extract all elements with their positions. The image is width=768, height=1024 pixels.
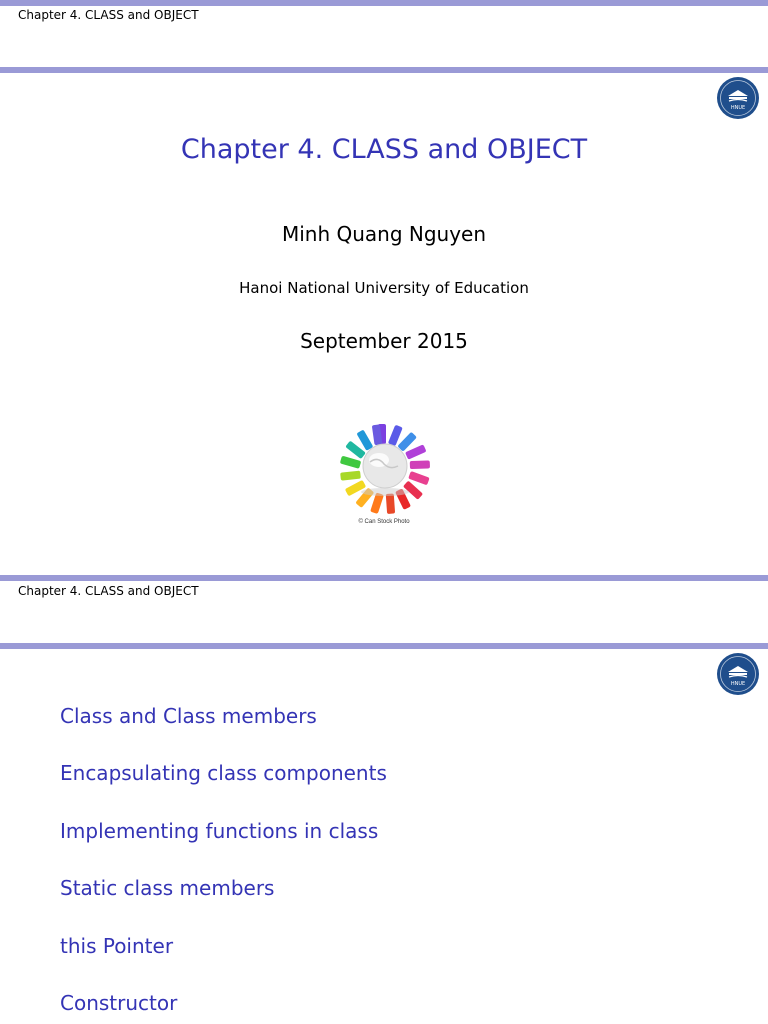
slide1-header: Chapter 4. CLASS and OBJECT: [18, 8, 199, 22]
presentation-date: September 2015: [300, 329, 468, 353]
hnue-logo-icon: [716, 652, 760, 696]
author-name: Minh Quang Nguyen: [281, 222, 487, 246]
logo-text: HNUE: [730, 681, 746, 687]
toc-item-class-members[interactable]: Class and Class members: [60, 704, 317, 728]
globe-graphic: [324, 422, 446, 516]
top-bar: [0, 0, 768, 6]
header-bar: [0, 67, 768, 73]
image-credit: © Can Stock Photo: [358, 519, 410, 525]
slide-title: Chapter 4. CLASS and OBJECT: [180, 134, 588, 165]
toc-item-encapsulation[interactable]: Encapsulating class components: [60, 761, 387, 786]
slide2-header-bar: [0, 643, 768, 649]
logo-text: HNUE: [730, 105, 746, 111]
toc-item-this-pointer[interactable]: this Pointer: [60, 933, 174, 958]
toc-item-implementing-functions[interactable]: Implementing functions in class: [60, 818, 379, 843]
institute-name: Hanoi National University of Education: [239, 279, 529, 297]
hnue-logo-icon: [716, 76, 760, 120]
table-of-contents: [60, 700, 387, 1024]
toc-item-static-members[interactable]: Static class members: [60, 876, 275, 901]
slide2-top-bar: [0, 575, 768, 581]
toc-item-constructor[interactable]: Constructor: [60, 990, 178, 1015]
slide2-header: Chapter 4. CLASS and OBJECT: [18, 584, 199, 598]
